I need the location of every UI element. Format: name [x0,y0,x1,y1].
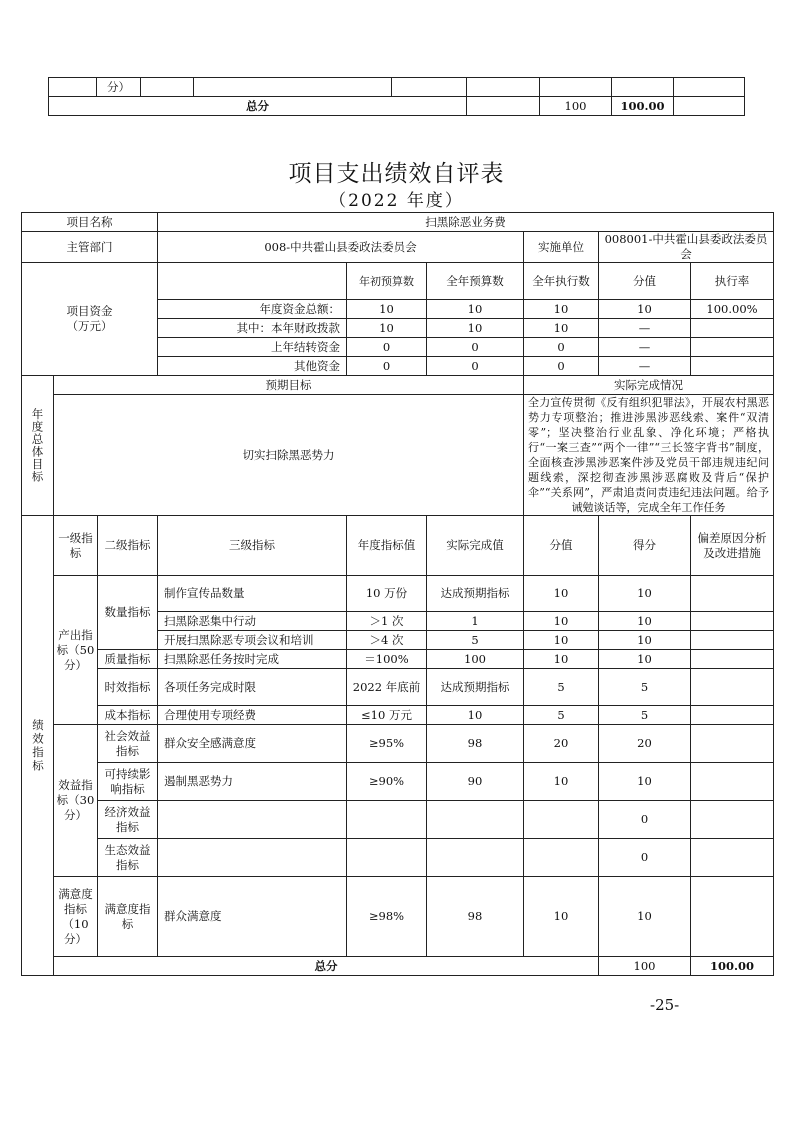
table-row: 产出指标（50分） 数量指标 制作宣传品数量 10 万份 达成预期指标 10 10 [22,576,774,612]
top-fragment-table [48,77,745,116]
goals-actual-header: 实际完成情况 [524,376,774,395]
funds-header-init: 年初预算数 [347,263,427,300]
page-subtitle: （2022 年度） [329,191,464,211]
funds-header-exec: 全年执行数 [524,263,599,300]
ind-header-target: 年度指标值 [347,516,427,576]
satisfaction-label: 满意度指标（10分） [54,877,98,957]
unit-value: 008001-中共霍山县委政法委员会 [599,232,774,263]
ind-header-actual: 实际完成值 [427,516,524,576]
ind-header-deviation: 偏差原因分析及改进措施 [691,516,774,576]
indicators-side-label: 绩效指标 [22,516,54,976]
dept-label: 主管部门 [22,232,158,263]
ind-header-l3: 三级指标 [158,516,347,576]
goals-expected: 切实扫除黑恶势力 [54,395,524,516]
project-name-row [22,213,774,232]
total-score-value: 100 [599,957,691,976]
ind-header-l2: 二级指标 [98,516,158,576]
ind-header-score: 分值 [524,516,599,576]
dept-row [22,232,774,263]
fragment-row [49,78,745,97]
unit-label: 实施单位 [524,232,599,263]
project-name-value: 扫黑除恶业务费 [158,213,774,232]
page-title: 项目支出绩效自评表 [288,161,505,187]
page-number: -25- [650,996,680,1014]
ind-header-l1: 一级指标 [54,516,98,576]
funds-row: 其中：本年财政拨款 10 10 10 — [22,319,774,338]
table-row: 满意度指标（10分） 满意度指标 群众满意度 ≥98% 98 10 10 [22,877,774,957]
ind-header-got: 得分 [599,516,691,576]
output-label: 产出指标（50分） [54,576,98,725]
funds-row: 年度资金总额： 10 10 10 10 100.00% [22,300,774,319]
fragment-total-score-value: 100 [540,97,612,116]
goals-header-row [22,376,774,395]
table-row: 经济效益指标 0 [22,801,774,839]
table-row: 开展扫黑除恶专项会议和培训 ＞4 次 5 10 10 [22,631,774,650]
table-row: 生态效益指标 0 [22,839,774,877]
table-row: 质量指标 扫黑除恶任务按时完成 ＝100% 100 10 10 [22,650,774,669]
funds-row: 其他资金 0 0 0 — [22,357,774,376]
goals-actual: 全力宣传贯彻《反有组织犯罪法》，开展农村黑恶势力专项整治；推进涉黑涉恶线索、案件“双清零”；坚决整治行业乱象、净化环境；严格执行“一案三查”“两个一律”“三长签字背书”制度，全面核查涉黑涉恶案件涉及党员干部违规违纪问题线索，深挖彻查涉黑涉恶腐败及背后“保护伞”“关系网”，严肃追责问责违纪违法问题。给予诫勉谈话等，完成全年工作任务 [524,395,774,516]
table-row: 扫黑除恶集中行动 ＞1 次 1 10 10 [22,612,774,631]
fragment-cell-text: 分） [97,78,141,97]
fragment-total-score: 100.00 [612,97,674,116]
table-row: 可持续影响指标 遏制黑恶势力 ≥90% 90 10 10 [22,763,774,801]
fragment-total-label: 总分 [49,97,467,116]
project-name-label: 项目名称 [22,213,158,232]
goals-expected-header: 预期目标 [54,376,524,395]
funds-label: 项目资金 （万元） [22,263,158,376]
total-label: 总分 [54,957,599,976]
indicators-header-row [22,516,774,576]
table-row: 成本指标 合理使用专项经费 ≤10 万元 10 5 5 [22,706,774,725]
goals-side-label: 年度总体目标 [22,376,54,516]
table-row: 时效指标 各项任务完成时限 2022 年底前 达成预期指标 5 5 [22,669,774,706]
total-row [22,957,774,976]
evaluation-table [21,212,774,976]
funds-header-rate: 执行率 [691,263,774,300]
funds-row: 上年结转资金 0 0 0 — [22,338,774,357]
funds-header-full: 全年预算数 [427,263,524,300]
benefit-label: 效益指标（30分） [54,725,98,877]
dept-value: 008-中共霍山县委政法委员会 [158,232,524,263]
funds-header-score: 分值 [599,263,691,300]
fragment-total-row [49,97,745,116]
table-row: 效益指标（30分） 社会效益指标 群众安全感满意度 ≥95% 98 20 20 [22,725,774,763]
funds-header-row [22,263,774,300]
total-score: 100.00 [691,957,774,976]
goals-content-row [22,395,774,516]
